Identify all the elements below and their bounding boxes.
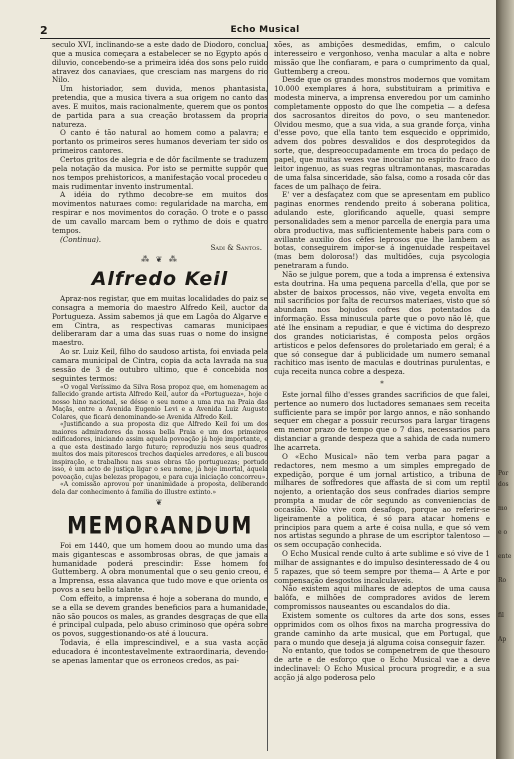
paragraph: Apraz-nos registar, que em muitas localidades do paiz se consagra a memoria do maestro Alfredo Keil, auctor da Portugueza. Assim sabemos já que em Lagôa do Algarve e em Cintra, as respectivas camaras municipaes deliberaram dar a uma das suas ruas o nome do insigne maestro.: [52, 294, 268, 348]
paragraph: Todavia, é ella imprescindivel, e a sua vasta acção educadora é incontestavelmente extraordinaria, devendo-se apenas lamentar que os erroneos credos, as pai-: [52, 638, 268, 665]
paragraph: Ao sr. Luiz Keil, filho do saudoso artista, foi enviada pela camara municipal de Cintra, copia da acta lavrada na sua sessão de 3 de outubro ultimo, que é concebida nos seguintes termos:: [52, 347, 268, 383]
article-title-memorandum: MEMORANDUM: [67, 510, 253, 540]
continued-note: (Continua).: [60, 234, 102, 244]
edge-fragment: Ro: [498, 577, 507, 584]
edge-fragment: Por: [498, 470, 509, 477]
paragraph: Um historiador, sem duvida, menos phantasista, pretendia, que a musica tivera a sua origem no canto das aves. E muitos, mais racionalmente, querem que os pontos de partida para a sua creação brotassem da propria natureza.: [52, 84, 268, 129]
quoted-minutes: [52, 384, 268, 497]
edge-fragment: dos: [498, 481, 509, 488]
quote-paragraph: «A comissão aprovou por unanimidade a proposta, deliberando dela dar conhecimento á familia do illustre extinto.»: [52, 481, 268, 496]
author-signature: Sadi & Santos.: [210, 243, 262, 253]
edge-fragment: mo: [498, 505, 508, 512]
edge-fragment: e o: [498, 529, 508, 536]
paragraph: Com effeito, a imprensa é hoje a soberana do mundo, e se a ella se devem grandes beneficios para a humanidade, não são poucos os males, as grandes desgraças de que ella é principal culpada, pelo abuso criminoso que opéra sobre os povos, suggestionando-os até á loucura.: [52, 593, 268, 639]
quote-paragraph: «Justificando a sua proposta diz que Alfredo Keil foi um dos maiores admiradores da nossa bella Praia e um dos primeiros edificadores, iniciando assim aquela povoação já hoje importante, e a que esta destinado largo futuro; reproduziu nos seus quadros muitos dos mais pitorescos trechos daqueles arredores, e ali buscou inspiração, e trabalhou nas suas obras tão portuguezas; portudo isso, é um acto de justiça ligar o seu nome, já hoje imortal, áquela povoação, cujas belezas propagou, e para cuja iniciação concorreu».: [52, 421, 268, 481]
left-column: [52, 41, 268, 666]
paragraph: Foi em 1440, que um homem doou ao mundo uma das mais gigantescas e assombrosas obras, de que jamais a humanidade poderá prescindir: Esse homem foi Guttemberg. A obra monumental que o seu genio creou, é a Imprensa, essa alavanca que tudo move e que orienta os povos a seu bello talante.: [52, 540, 268, 595]
paragraph: Certos gritos de alegria e de dôr facilmente se traduzem pela notação da musica. Por isto se permitte suppôr que nos tempos prehistoricos, a manifestação vocal procedeu o mais rudimentar invento instrumental.: [52, 154, 268, 191]
paragraph: Desde que os grandes monstros modernos que vomitam 10.000 exemplares á hora, substituiram a primitiva e modesta minerva, a imprensa enveredou por um caminho completamente opposto do que lhe competia — a defesa dos sacrosantos direitos do povo, o seu mantenedor. Olvidou mesmo, que a sua vida, a sua grande força, vinha d'esse povo, que ella tanto tem esquecido e opprimido, advem dos pobres desvalidos e dos desprotegidos da sorte, que, despreoccupadamente em troca do pedaço de papel, que muitas vezes vae inocular no espirito fraco do leitor ingenuo, as suas regras ultramontanas, mascaradas de uma falsa sinceridade, são falsa, como a rosada côr das faces de um palhaço de feira.: [274, 75, 490, 191]
quote-paragraph: «O vogal Veríssimo da Silva Rosa propoz que, em homenagem ao fallecido grande artista Alfredo Keil, autor da «Portugueza», hoje o nosso hino nacional, se désse o seu nome a uma rua na Praia das Maçãs, entre a Avenida Eugenio Levi e a Avenida Luiz Augusto Colares, que ficará denominando-se Avenida Alfredo Keil.: [52, 383, 268, 421]
paragraph: Não existem aqui milhares de adeptos de uma causa balôfa, e milhões de compradores avidos de lerem compromissos nauseantes ou escandalos do dia.: [274, 584, 490, 612]
section-ornament: ❦: [155, 498, 165, 508]
edge-fragment: ente: [498, 553, 512, 560]
article-title-alfredo-keil: Alfredo Keil: [91, 268, 229, 291]
paragraph: E' ver a desfaçatez com que se apresentam em publico paginas enormes rendendo preito á soberana politica, adulando este, glorificando aquelle, quasi sempre personalidades sem a menor parcella de energia para uma obra productiva, mas sufficientemente habeis para com o avillante auxilio dos cêfes leprosos que lhe lambem as botas, conseguirem impor-se á ingenuidade respeitavel (mas bem dolorosa!) das multidões, cuja psycologia penetraram a fundo.: [274, 190, 490, 271]
section-separator: *: [380, 380, 384, 389]
edge-fragment: Ap: [498, 636, 507, 643]
paragraph: Este jornal filho d'esses grandes sacrificios de que falei, pertence ao numero dos luctadores semanaes sem receita sufficiente para se impôr por largo annos, e não sonhando sequer em chegar a possuir recursos para largar tiragens em menor prazo de tempo que o 7 dias, necessarios para distanciar a grande despeza que a sahida de cada numero lhe acarreta.: [274, 389, 490, 452]
page-number: 2: [40, 24, 48, 37]
paragraph: No entanto, que todos se compenetrem de que thesouro de arte e de esforço que o Echo Musical vae a deve indeclinavel: O Echo Musical procura progredir, e a sua acção já algo poderosa pelo: [274, 646, 490, 682]
paragraph: O «Echo Musical» não tem verba para pagar a redactores, nem mesmo a um simples empregado de expedição, porque é um jornal artistico, a tribuna de milhares de soffredores que affasta de si com um reptil nojento, a orientação dos seus confrades diarios sempre prompta a mudar de côr segundo as conveniencias de occasião. Não vive com desafogo, porque ao referir-se ligeiramente a politica, é só para atacar homens e principios para quem a arte é coisa nulla, e que só vem nos artistas segundo a phrase de um escriptor talentoso — os sem occupação conhecida.: [274, 451, 490, 550]
paragraph: Não se julgue porem, que a toda a imprensa é extensiva esta doutrina. Ha uma pequena parcella d'ella, que por se abster de baixos processos, não vive, vegeta envolta em mil sacrificios por falta de recursos materiaes, visto que só abundam nos bojudos cofres dos potentados da informação. Essa minuscula parte que o povo não lê, que até lhe ensinam a repudiar, e que é victima do desprezo dos grandes noticiaristas, é composta pelos orgãos artisticos e pelos defensores do proletariado em geral; é a que só consegue dar á publicidade um numero semanal rachitico mas isento de maculas e doutrinas purulentas, e cuja receita nunca cobre a despeza.: [274, 269, 490, 377]
paragraph: xões, as ambições desmedidas, emfim, o calculo interesseiro e vergonhoso, venha macular a alta e nobre missão que lhe confiaram, e para o cumprimento da qual, Guttemberg a creou.: [274, 40, 490, 76]
paragraph: seculo XVI, inclinando-se a este dado de Diodoro, conclua, que a musica começara a estabelecer se no Egypto após o diluvio, concebendo-se a primeira idéa dos sons pelo ruido atravez dos canaviaes, que cresciam nas margens do rio Nilo.: [52, 40, 268, 85]
paragraph: Existem somente os cultores da arte dos sons, esses opprimidos com os olhos fixos na marcha progressiva do grande caminho da arte musical, que em Portugal, que para o mundo que deseja já alguma coisa conseguir fazer.: [274, 611, 490, 647]
paragraph: O Echo Musical rende culto á arte sublime e só vive de 1 milhar de assignantes e do impulso desinteressado de 4 ou 5 rapazes, que só teem sempre por thema— A Arte e por compensação desgostos incalculaveis.: [274, 549, 490, 585]
adjacent-page-edge: [496, 0, 514, 759]
page-header: [40, 26, 490, 39]
paragraph: A idéia do rythmo decobre-se em muitos dos movimentos naturaes como: regularidade na marcha, em respirar e nos movimentos do coração. O trote e o passo de um cavallo marcam bem o rythmo de dois e quatro tempos.: [52, 190, 268, 235]
paragraph: O canto é tão natural ao homem como a palavra; e portanto os primeiros seres humanos deveriam ter sido os primeiros cantores.: [52, 128, 268, 156]
right-column: [274, 41, 490, 683]
section-ornament: ⁂ ❦ ⁂: [141, 255, 179, 265]
journal-title: Echo Musical: [230, 25, 300, 35]
edge-fragment: fil: [498, 612, 504, 619]
